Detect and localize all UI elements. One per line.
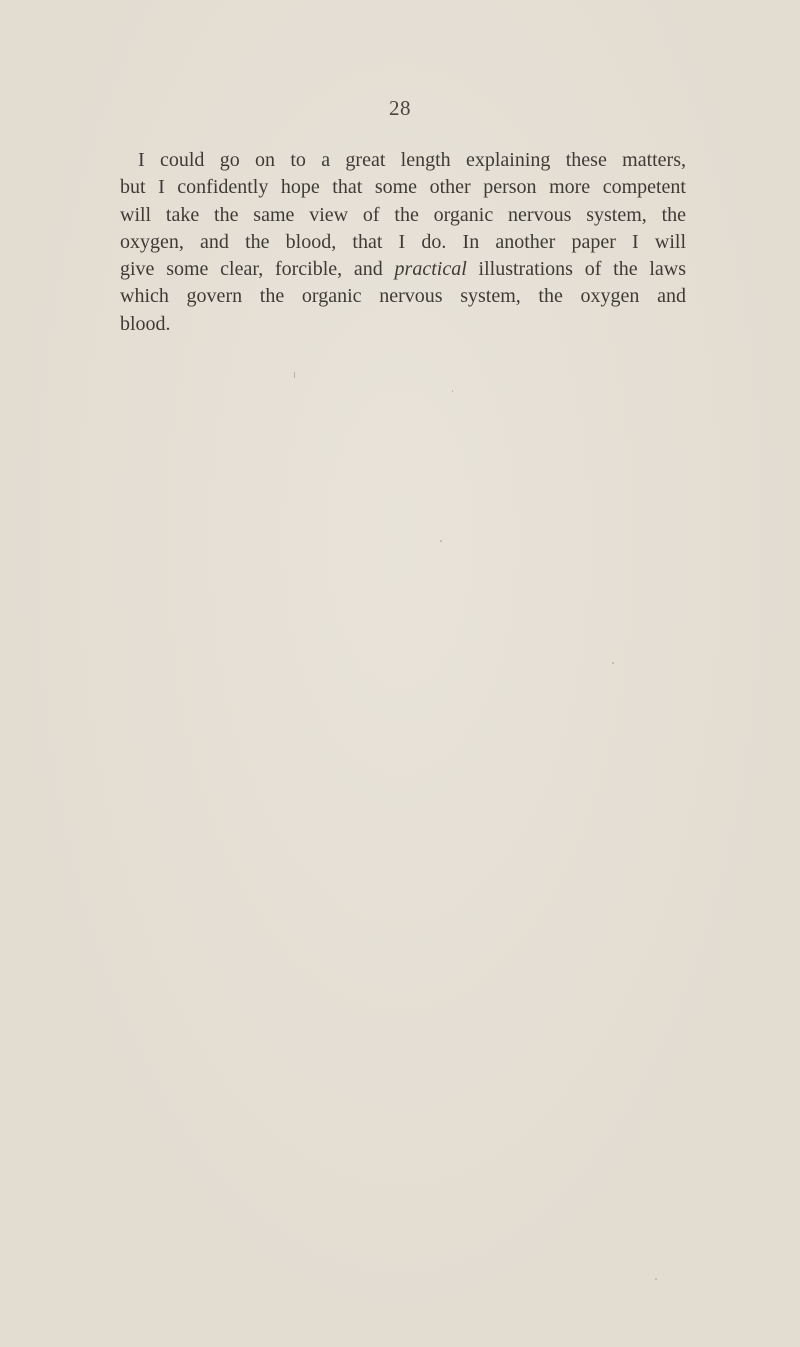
text-line-5 — [120, 256, 686, 283]
text-line-4: oxygen, and the blood, that I do. In another paper I will — [120, 230, 686, 253]
paragraph — [120, 147, 686, 338]
text-line-6: which govern the organic nervous system, the oxygen and — [120, 285, 686, 308]
text-line-3: will take the same view of the organic nervous system, the — [120, 203, 686, 226]
paper-speck — [655, 1278, 657, 1280]
text-line-5-start: give some clear, forcible, and — [120, 258, 395, 281]
text-line-5-end: illustrations of the laws — [466, 258, 686, 281]
text-line-7: blood. — [120, 312, 171, 335]
paper-speck — [294, 372, 295, 378]
paper-speck — [440, 540, 442, 542]
text-line-1: I could go on to a great length explaining these matters, — [138, 149, 686, 171]
text-line-2: but I confidently hope that some other person more competent — [120, 176, 686, 199]
page-number: 28 — [389, 96, 411, 120]
paper-speck — [612, 662, 614, 664]
italic-word: practical — [394, 258, 467, 281]
paper-speck — [452, 390, 453, 392]
